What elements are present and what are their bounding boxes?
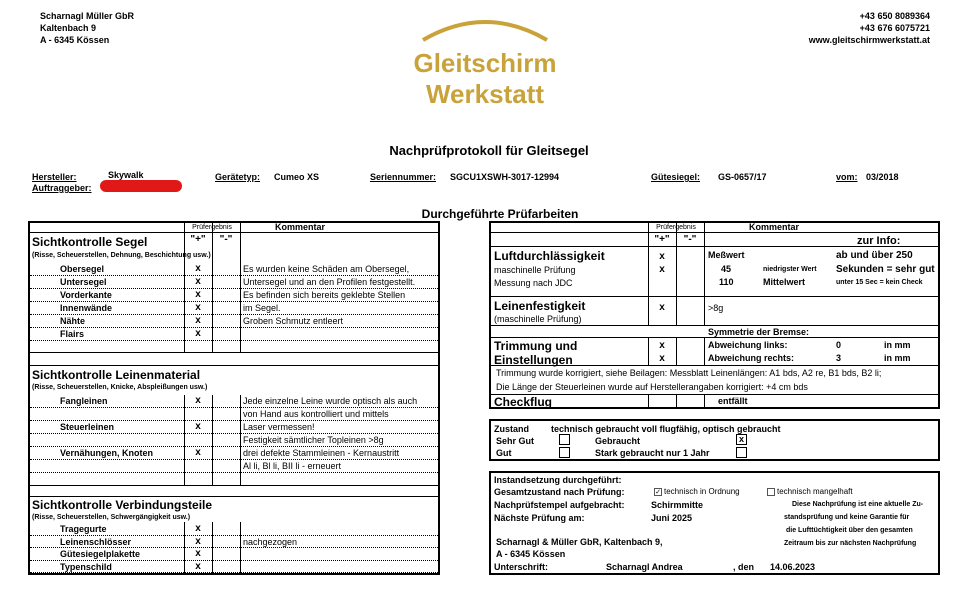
- row-comment: Jede einzelne Leine wurde optisch als auch: [243, 396, 418, 406]
- luft-v1: 45: [721, 264, 732, 274]
- row-divider: [30, 407, 438, 408]
- sym-label: Symmetrie der Bremse:: [708, 327, 810, 337]
- row-mark: x: [195, 560, 201, 572]
- serien-label: Seriennummer:: [370, 172, 437, 182]
- trim-title-2: Einstellungen: [494, 353, 573, 367]
- luft-title: Luftdurchlässigkeit: [494, 249, 605, 263]
- leinen-mark: x: [659, 302, 665, 313]
- row-divider: [30, 572, 438, 573]
- row-label: Untersegel: [60, 277, 107, 287]
- row-divider: [30, 560, 438, 561]
- trim-u2: in mm: [884, 353, 911, 363]
- right-minus: "-": [683, 234, 697, 245]
- row-comment: Festigkeit sämtlicher Topleinen >8g: [243, 435, 384, 445]
- guete-label: Gütesiegel:: [651, 172, 701, 182]
- trim-l2: Abweichung rechts:: [708, 353, 795, 363]
- zustand-text: technisch gebraucht voll flugfähig, optisch gebraucht: [551, 424, 781, 434]
- section-title: Durchgeführte Prüfarbeiten: [421, 207, 579, 221]
- row-mark: x: [195, 535, 201, 547]
- row-divider: [30, 547, 438, 548]
- instand-addr-2: A - 6345 Kössen: [496, 549, 566, 559]
- zustand-checkbox-gut[interactable]: [559, 447, 570, 458]
- row-mark: x: [195, 276, 201, 287]
- zustand-label: Zustand: [494, 424, 529, 434]
- check-value: entfällt: [718, 396, 748, 406]
- trim-v2: 3: [836, 353, 842, 363]
- row-comment: im Segel.: [243, 303, 281, 313]
- row-divider: [30, 301, 438, 302]
- row-label: Vernähungen, Knoten: [60, 448, 154, 458]
- geraetetyp-value: Cumeo XS: [274, 172, 320, 182]
- row-divider: [30, 314, 438, 315]
- serien-value: SGCU1XSWH-3017-12994: [450, 172, 560, 182]
- info-1: ab und über 250: [836, 250, 913, 261]
- row-comment: Al li, Bl li, BII li - erneuert: [243, 461, 342, 471]
- row-mark: x: [195, 395, 201, 406]
- trim-mark-2: x: [659, 353, 665, 364]
- trim-l1: Abweichung links:: [708, 340, 788, 350]
- row-divider: [30, 472, 438, 473]
- bad-checkbox[interactable]: [767, 488, 775, 496]
- zustand-o1: Sehr Gut: [496, 436, 535, 446]
- row-mark: x: [195, 328, 201, 339]
- zustand-o3: Gebraucht: [595, 436, 641, 446]
- info-3: unter 15 Sec = kein Check: [836, 279, 923, 286]
- luft-v1-label: niedrigster Wert: [763, 266, 817, 273]
- s1-sub: (Risse, Scheuerstellen, Dehnung, Beschichtung usw.): [32, 252, 211, 259]
- row-label: Vorderkante: [60, 290, 112, 300]
- luft-sub2: Messung nach JDC: [494, 278, 573, 288]
- document-title: Nachprüfprotokoll für Gleitsegel: [389, 143, 589, 158]
- info-2: Sekunden = sehr gut: [836, 264, 935, 275]
- trim-u1: in mm: [884, 340, 911, 350]
- luft-mark: x: [659, 251, 665, 262]
- phone-1: +43 650 8089364: [859, 11, 930, 21]
- bad-label: technisch mangelhaft: [777, 487, 853, 496]
- row-mark: x: [195, 263, 201, 274]
- redaction-mark: [100, 180, 182, 192]
- leinen-comment: >8g: [708, 303, 724, 313]
- trim-title-1: Trimmung und: [494, 339, 578, 353]
- luft-v2: 110: [719, 277, 734, 287]
- trim-mark-1: x: [659, 340, 665, 351]
- zustand-checkbox-gebraucht[interactable]: x: [736, 434, 747, 445]
- trim-note-2: Die Länge der Steuerleinen wurde auf Herstellerangaben korrigiert: +4 cm bds: [496, 382, 808, 392]
- row-label: Fangleinen: [60, 396, 108, 406]
- row-mark: x: [195, 447, 201, 458]
- check-title: Checkflug: [494, 395, 553, 409]
- hersteller-value: Skywalk: [108, 170, 144, 180]
- company-city: A - 6345 Kössen: [40, 35, 110, 45]
- ok-label: technisch in Ordnung: [664, 487, 740, 496]
- website: www.gleitschirmwerkstatt.at: [808, 35, 930, 45]
- row-mark: x: [195, 421, 201, 432]
- trim-note-1: Trimmung wurde korrigiert, siehe Beilagen: Messblatt Leinenlängen: A1 bds, A2 re, B1 bds, B2 li;: [496, 368, 882, 378]
- row-label: Flairs: [60, 329, 85, 339]
- left-header-kommentar: Kommentar: [274, 222, 325, 232]
- s3-title: Sichtkontrolle Verbindungsteile: [32, 498, 213, 512]
- zustand-checkbox-stark-gebraucht[interactable]: [736, 447, 747, 458]
- row-comment: Laser vermessen!: [243, 422, 315, 432]
- vom-value: 03/2018: [866, 172, 899, 182]
- row-comment: Groben Schmutz entleert: [243, 316, 344, 326]
- sig-value: Scharnagl Andrea: [606, 562, 683, 572]
- row-divider: [30, 327, 438, 328]
- left-minus: "-": [219, 234, 233, 245]
- note-line-3: die Lufttüchtigkeit über den gesamten: [786, 527, 913, 534]
- geraetetyp-label: Gerätetyp:: [215, 172, 261, 182]
- s3-sub: (Risse, Scheuerstellen, Schwergängigkeit usw.): [32, 514, 191, 521]
- row-label: Typenschild: [60, 561, 112, 572]
- row-divider: [30, 275, 438, 276]
- row-divider: [30, 433, 438, 434]
- row-label: Steuerleinen: [60, 422, 115, 432]
- sig-date: 14.06.2023: [770, 562, 816, 572]
- instand-addr-1: Scharnagl & Müller GbR, Kaltenbach 9,: [496, 537, 663, 547]
- sig-den: , den: [733, 562, 755, 572]
- company-street: Kaltenbach 9: [40, 23, 97, 33]
- hersteller-label: Hersteller:: [32, 172, 77, 182]
- row-label: Leinenschlösser: [60, 536, 132, 547]
- luft-v2-label: Mittelwert: [763, 277, 806, 287]
- row-label: Tragegurte: [60, 524, 107, 534]
- row-divider: [30, 288, 438, 289]
- guete-value: GS-0657/17: [718, 172, 767, 182]
- s2-title: Sichtkontrolle Leinenmaterial: [32, 368, 201, 382]
- row-divider: [30, 459, 438, 460]
- logo-line-2: Werkstatt: [425, 79, 544, 109]
- s2-sub: (Risse, Scheuerstellen, Knicke, Abspleißungen usw.): [32, 384, 208, 391]
- luft-mark2: x: [659, 264, 665, 275]
- right-plus: "+": [654, 234, 670, 245]
- logo-arc-icon: [395, 10, 575, 50]
- logo: [395, 10, 575, 110]
- row-label: Innenwände: [60, 303, 113, 313]
- messwert-label: Meßwert: [708, 250, 745, 260]
- ok-checkbox[interactable]: ✓: [655, 489, 661, 496]
- note-line-4: Zeitraum bis zur nächsten Nachprüfung: [784, 540, 917, 547]
- row-mark: x: [195, 548, 201, 559]
- right-header-kommentar: Kommentar: [748, 222, 799, 232]
- row-comment: nachgezogen: [243, 536, 298, 547]
- row-mark: x: [195, 523, 201, 534]
- row-mark: x: [195, 289, 201, 300]
- row-mark: x: [195, 315, 201, 326]
- instand-l2: Gesamtzustand nach Prüfung:: [494, 487, 625, 497]
- zustand-checkbox-sehr-gut[interactable]: [559, 434, 570, 445]
- company-name: Scharnagl Müller GbR: [40, 11, 135, 21]
- row-divider: [30, 420, 438, 421]
- phone-2: +43 676 6075721: [859, 23, 930, 33]
- right-header-pruef: Prüfergebnis: [656, 224, 696, 231]
- auftraggeber-label: Auftraggeber:: [32, 183, 92, 193]
- vom-label: vom:: [836, 172, 858, 182]
- zustand-o4: Stark gebraucht nur 1 Jahr: [595, 448, 710, 458]
- zur-info: zur Info:: [857, 235, 901, 247]
- row-comment: Es wurden keine Schäden am Obersegel,: [243, 264, 410, 274]
- logo-line-1: Gleitschirm: [413, 48, 557, 78]
- row-label: Obersegel: [60, 264, 105, 274]
- leinen-sub: (maschinelle Prüfung): [494, 314, 582, 324]
- row-comment: Untersegel und an den Profilen festgestellt.: [243, 277, 416, 287]
- instand-v4: Juni 2025: [651, 513, 693, 523]
- row-comment: drei defekte Stammleinen - Kernaustritt: [243, 448, 400, 458]
- left-plus: "+": [190, 234, 206, 245]
- row-divider: [30, 535, 438, 536]
- row-divider: [30, 446, 438, 447]
- zustand-o2: Gut: [496, 448, 512, 458]
- row-comment: Es befinden sich bereits geklebte Stellen: [243, 290, 406, 300]
- instand-l3: Nachprüfstempel aufgebracht:: [494, 500, 625, 510]
- left-header-pruef: Prüfergebnis: [192, 224, 232, 231]
- row-mark: x: [195, 302, 201, 313]
- instand-l4: Nächste Prüfung am:: [494, 513, 585, 523]
- sig-label: Unterschrift:: [494, 562, 549, 572]
- row-label: Gütesiegelplakette: [60, 549, 141, 559]
- trim-v1: 0: [836, 340, 842, 350]
- note-line-2: standsprüfung und keine Garantie für: [784, 514, 910, 521]
- row-comment: von Hand aus kontrolliert und mittels: [243, 409, 389, 419]
- instand-v3: Schirmmitte: [651, 500, 704, 510]
- row-divider: [30, 340, 438, 341]
- leinen-title: Leinenfestigkeit: [494, 299, 586, 313]
- row-label: Nähte: [60, 316, 86, 326]
- instand-l1: Instandsetzung durchgeführt:: [494, 475, 622, 485]
- note-line-1: Diese Nachprüfung ist eine aktuelle Zu-: [792, 501, 924, 508]
- luft-sub1: maschinelle Prüfung: [494, 265, 576, 275]
- s1-title: Sichtkontrolle Segel: [32, 235, 148, 249]
